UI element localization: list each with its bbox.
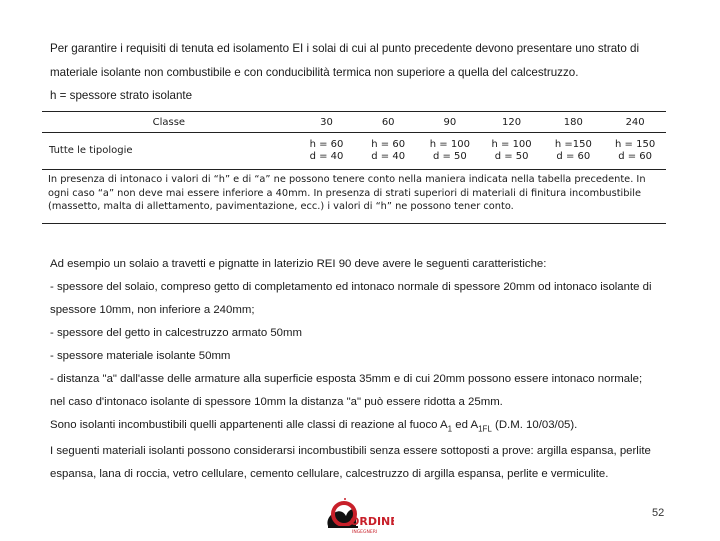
class-cell: 180: [542, 112, 604, 133]
example-intro: Ad esempio un solaio a travetti e pignatte in laterizio REI 90 deve avere le seguenti caratteristiche:: [50, 258, 547, 270]
class-cell: 30: [296, 112, 358, 133]
intro-line-2: materiale isolante non combustibile e con conducibilità termica non superiore a quella del calcestruzzo.: [50, 66, 579, 79]
table-note-row: [42, 170, 666, 224]
ordine-logo-icon: [322, 496, 394, 536]
fire-resistance-table: [42, 111, 666, 224]
row-label: Tutte le tipologie: [42, 133, 296, 170]
table-note: [42, 170, 666, 224]
list-item: - spessore del getto in calcestruzzo armato 50mm: [50, 327, 302, 339]
d-value: d = 60: [556, 151, 591, 162]
h-value: h =150: [554, 139, 592, 150]
h-value: h = 60: [309, 139, 344, 150]
logo-text: ORDINE: [350, 515, 394, 528]
d-value: d = 50: [494, 151, 529, 162]
list-item-cont: nel caso d'intonaco isolante di spessore 10mm la distanza "a" può essere ridotta a 25mm.: [50, 396, 503, 408]
value-cell: [542, 133, 604, 170]
isolanti-sentence: Sono isolanti incombustibili quelli appartenenti alle classi di reazione al fuoco $A_1$ ed $A_{1FL}$ (D.M. 10/03/05).: [50, 419, 578, 434]
h-value: h = 60: [371, 139, 406, 150]
class-cell: 120: [481, 112, 543, 133]
list-item-cont: spessore 10mm, non inferiore a 240mm;: [50, 304, 255, 316]
note-line: (massetto, malta di allettamento, pavimentazione, ecc.) i valori di “h” ne possono tener conto.: [48, 201, 514, 212]
page-number: 52: [652, 507, 665, 519]
d-value: d = 60: [618, 151, 653, 162]
materials-line: I seguenti materiali isolanti possono considerarsi incombustibili senza essere sottoposti a prove: argilla espansa, perlite: [50, 445, 651, 458]
d-value: d = 40: [371, 151, 406, 162]
list-item: - distanza "a" dall'asse delle armature alla superficie esposta 35mm e di cui 20mm possono essere intonaco normale;: [50, 373, 643, 385]
value-cell: [481, 133, 543, 170]
h-value: h = 150: [615, 139, 656, 150]
table-header-label: Classe: [42, 112, 296, 133]
class-cell: 240: [604, 112, 666, 133]
d-value: d = 50: [432, 151, 467, 162]
materials-line: espansa, lana di roccia, vetro cellulare, cemento cellulare, calcestruzzo di argilla espansa, perlite e vermiculite.: [50, 468, 609, 481]
value-cell: [604, 133, 666, 170]
d-value: d = 40: [309, 151, 344, 162]
h-value: h = 100: [491, 139, 532, 150]
list-item: - spessore materiale isolante 50mm: [50, 350, 231, 362]
note-line: ogni caso “a” non deve mai essere inferiore a 40mm. In presenza di strati superiori di materiali di finitura incombustibile: [48, 187, 641, 199]
h-value: h = 100: [429, 139, 470, 150]
table-row: [42, 133, 666, 170]
ordine-logo: [322, 496, 394, 536]
value-cell: [296, 133, 358, 170]
class-cell: 60: [357, 112, 419, 133]
logo-subtext: INGEGNERI: [352, 530, 378, 535]
intro-line-1: Per garantire i requisiti di tenuta ed isolamento EI i solai di cui al punto precedente devono presentare uno strato di: [50, 42, 640, 55]
value-cell: [357, 133, 419, 170]
list-item: - spessore del solaio, compreso getto di completamento ed intonaco normale di spessore 20mm od intonaco isolante di: [50, 281, 652, 293]
class-cell: 90: [419, 112, 481, 133]
note-line: In presenza di intonaco i valori di “h” e di “a” ne possono tenere conto nella maniera indicata nella tabella precedente. In: [48, 174, 646, 185]
value-cell: [419, 133, 481, 170]
body-text: [50, 257, 690, 482]
table-header-row: [42, 112, 666, 133]
intro-line-3: h = spessore strato isolante: [50, 89, 193, 102]
